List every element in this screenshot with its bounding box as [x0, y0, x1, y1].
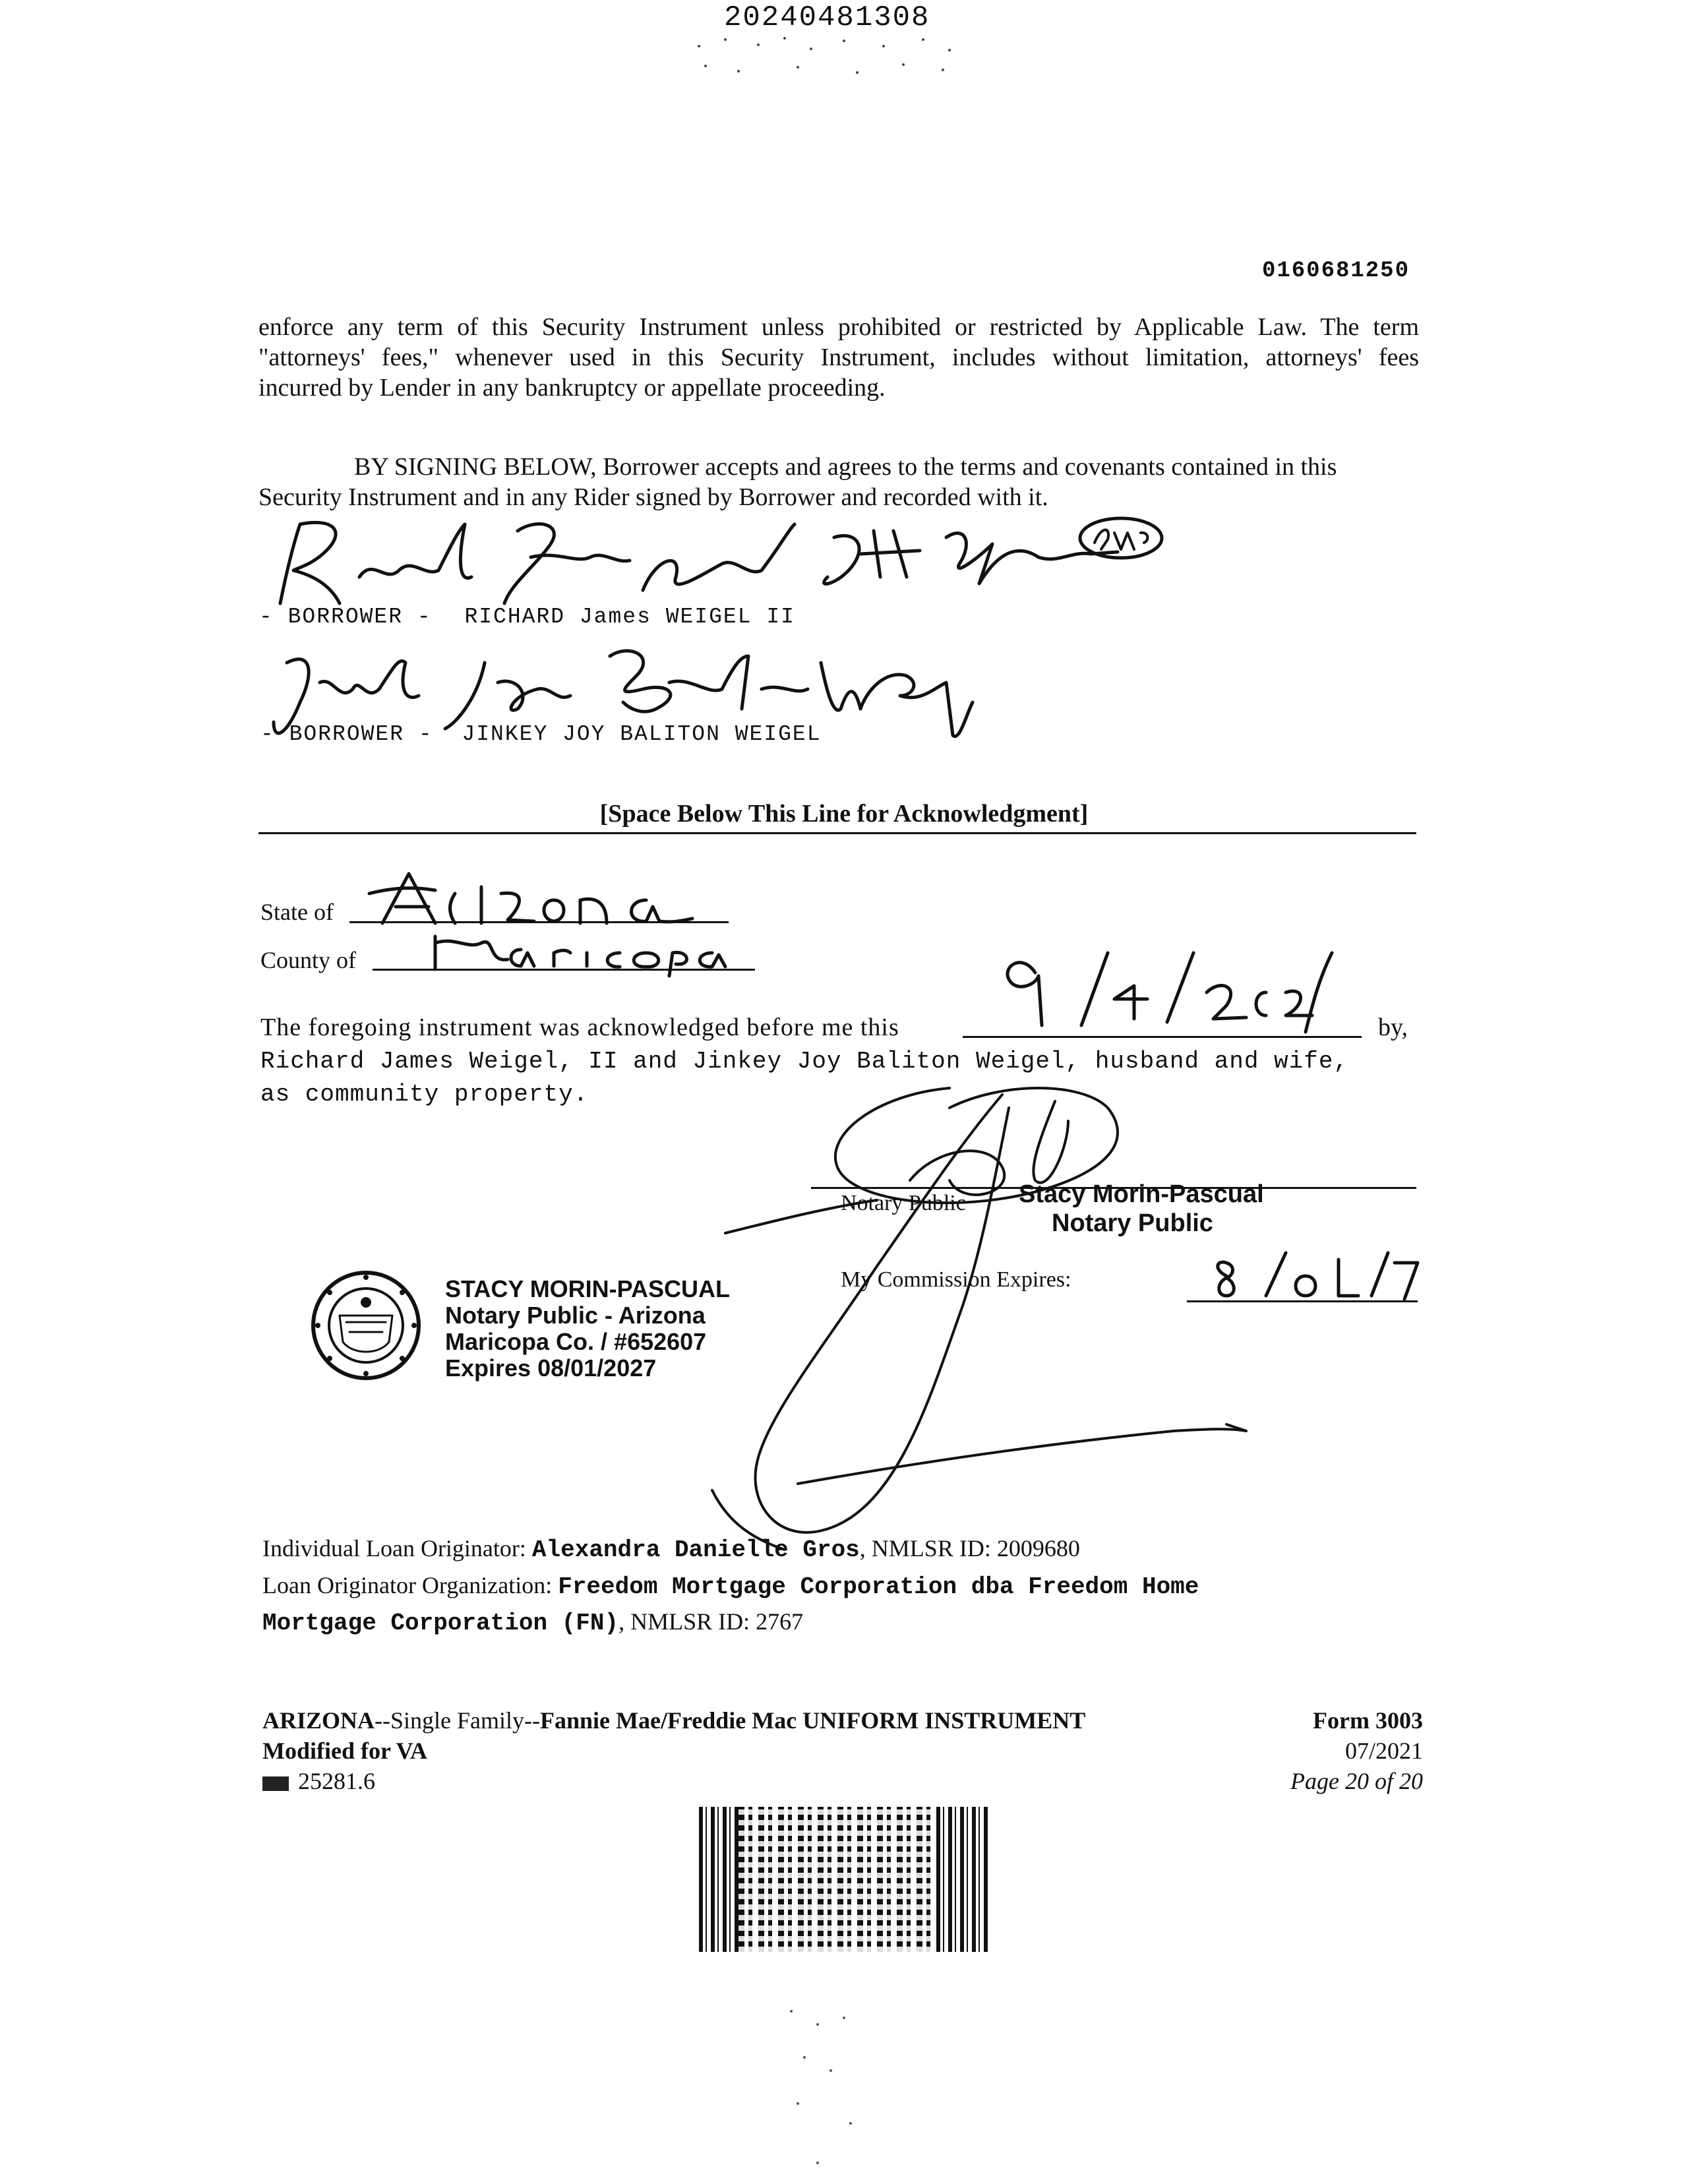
- loan-number: 0160681250: [1261, 258, 1410, 284]
- form-title-family: --Single Family--: [375, 1707, 540, 1734]
- notary-seal-emblem: [310, 1269, 422, 1381]
- foregoing-trail: by,: [1378, 1014, 1408, 1041]
- signing-below-paragraph: [258, 452, 1419, 512]
- borrower2-signature-line: [260, 722, 822, 746]
- paragraph-line: enforce any term of this Security Instrument unless prohibited or restricted by Applicable Law. The term: [258, 313, 1419, 341]
- names-line: Richard James Weigel, II and Jinkey Joy Baliton Weigel, husband and wife,: [260, 1048, 1349, 1075]
- borrower1-initials-circle: [1075, 513, 1167, 566]
- seal-expires: Expires 08/01/2027: [445, 1354, 657, 1381]
- form-date: 07/2021: [1344, 1738, 1423, 1764]
- state-label: State of: [260, 899, 334, 925]
- form-info: [1290, 1705, 1423, 1796]
- notary-stamp-name: Stacy Morin-Pascual: [1019, 1180, 1264, 1208]
- paragraph-line: incurred by Lender in any bankruptcy or appellate proceeding.: [258, 374, 886, 402]
- paragraph-line: BY SIGNING BELOW, Borrower accepts and agrees to the terms and covenants contained in this: [354, 453, 1337, 481]
- form-title-state: ARIZONA: [262, 1707, 375, 1734]
- security-instrument-paragraph: [258, 312, 1419, 403]
- originator-name: Alexandra Danielle Gros: [531, 1536, 860, 1563]
- borrower-name: RICHARD James WEIGEL II: [464, 605, 795, 629]
- individual-loan-originator: [262, 1534, 1080, 1563]
- form-modified: Modified for VA: [262, 1738, 428, 1764]
- seal-title: Notary Public - Arizona: [445, 1302, 706, 1329]
- seal-name: STACY MORIN-PASCUAL: [445, 1275, 730, 1302]
- form-title: [262, 1705, 1085, 1796]
- recording-number: 20240481308: [724, 1, 930, 34]
- org-nmls: , NMLSR ID: 2767: [618, 1608, 804, 1635]
- loan-originator-organization: [262, 1568, 1199, 1641]
- names-line: as community property.: [260, 1081, 589, 1108]
- borrower-label: - BORROWER -: [259, 605, 432, 629]
- form-title-uniform: Fannie Mae/Freddie Mac UNIFORM INSTRUMENT: [539, 1707, 1086, 1734]
- seal-county: Maricopa Co. / #652607: [445, 1328, 707, 1355]
- notary-signature: [712, 1068, 1292, 1569]
- foregoing-lead: The foregoing instrument was acknowledged before me this: [260, 1014, 899, 1041]
- acknowledgment-header: [Space Below This Line for Acknowledgment]: [599, 800, 1089, 828]
- state-handwriting: [356, 861, 699, 926]
- commission-label: My Commission Expires:: [841, 1267, 1071, 1292]
- org-name-line1: Freedom Mortgage Corporation dba Freedom Home: [558, 1573, 1199, 1600]
- paragraph-line: "attorneys' fees," whenever used in this Security Instrument, includes without limitation, attorneys' fees: [258, 344, 1419, 371]
- borrower-name: JINKEY JOY BALITON WEIGEL: [462, 722, 822, 746]
- acknowledgment-divider: [258, 832, 1416, 834]
- paragraph-line: Security Instrument and in any Rider signed by Borrower and recorded with it.: [258, 483, 1048, 511]
- scan-noise-top: [686, 33, 989, 79]
- notary-seal-text: [445, 1276, 730, 1381]
- org-name-line2: Mortgage Corporation (FN): [262, 1610, 619, 1637]
- scan-noise-bottom: [778, 1998, 877, 2183]
- notary-public-label: Notary Public: [841, 1191, 966, 1215]
- form-code-icon: [262, 1776, 289, 1791]
- ack-date-handwriting: [996, 940, 1339, 1039]
- form-code: 25281.6: [298, 1768, 375, 1794]
- form-code-row: [262, 1766, 1085, 1796]
- notary-stamp-title: Notary Public: [1052, 1209, 1213, 1237]
- borrower1-signature-line: [259, 605, 795, 629]
- originator-label: Individual Loan Originator:: [262, 1535, 526, 1562]
- page-number: Page 20 of 20: [1290, 1768, 1423, 1794]
- county-label: County of: [260, 947, 357, 973]
- org-label: Loan Originator Organization:: [262, 1572, 553, 1598]
- originator-nmls: , NMLSR ID: 2009680: [859, 1535, 1080, 1562]
- borrower-label: - BORROWER -: [260, 722, 433, 746]
- barcode-matrix: [738, 1807, 936, 1952]
- county-handwriting: [429, 923, 732, 976]
- form-number: Form 3003: [1313, 1707, 1423, 1734]
- barcode: [699, 1807, 989, 1952]
